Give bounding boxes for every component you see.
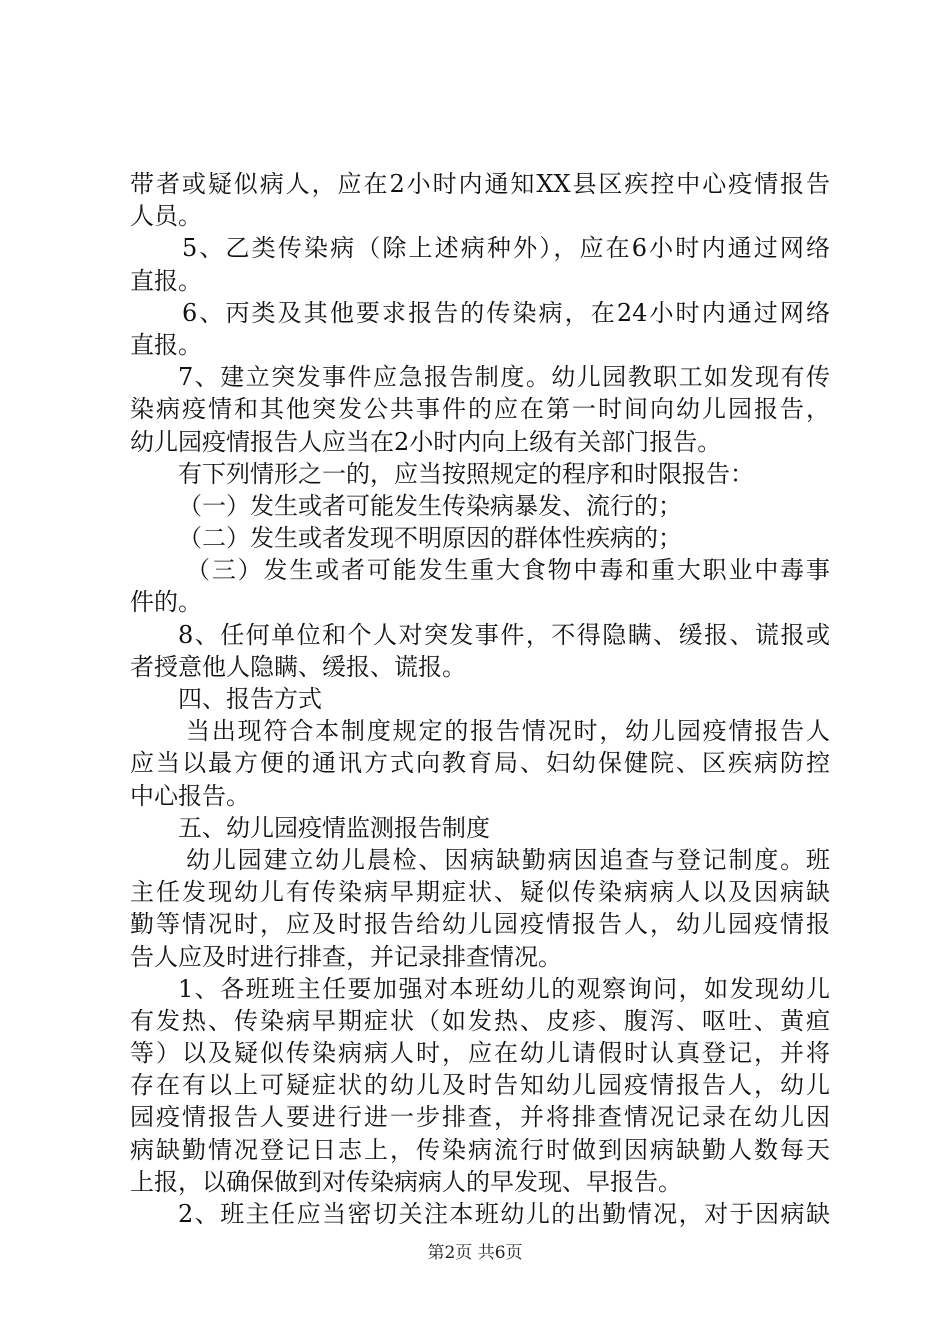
text-line: 1、各班班主任要加强对本班幼儿的观察询问，如发现幼儿 xyxy=(178,974,830,1003)
text-line: 直报。 xyxy=(130,266,202,295)
text-line: 幼儿园疫情报告人应当在2小时内向上级有关部门报告。 xyxy=(130,427,722,456)
text-line: 五、幼儿园疫情监测报告制度 xyxy=(178,813,490,842)
text-line: 等）以及疑似传染病病人时，应在幼儿请假时认真登记，并将 xyxy=(130,1039,830,1068)
text-line: 7、建立突发事件应急报告制度。幼儿园教职工如发现有传 xyxy=(178,363,830,392)
text-line: 人员。 xyxy=(130,202,202,231)
text-line: （二）发生或者发现不明原因的群体性疾病的； xyxy=(178,524,682,553)
text-line: （一）发生或者可能发生传染病暴发、流行的； xyxy=(178,491,682,520)
text-line: 中心报告。 xyxy=(130,781,250,810)
page-number-label: 第2页 共6页 xyxy=(427,1243,523,1263)
text-line: 园疫情报告人要进行进一步排查，并将排查情况记录在幼儿因 xyxy=(130,1103,830,1132)
text-line: 6、丙类及其他要求报告的传染病，在24小时内通过网络 xyxy=(182,298,830,327)
text-line: 有下列情形之一的，应当按照规定的程序和时限报告： xyxy=(178,459,754,488)
text-line: 主任发现幼儿有传染病早期症状、疑似传染病病人以及因病缺 xyxy=(130,878,830,907)
text-line: 有发热、传染病早期症状（如发热、皮疹、腹泻、呕吐、黄疸 xyxy=(130,1006,830,1035)
text-line: 直报。 xyxy=(130,330,202,359)
text-line: 者授意他人隐瞒、缓报、谎报。 xyxy=(130,652,466,681)
text-line: 告人应及时进行排查，并记录排查情况。 xyxy=(130,942,562,971)
text-line: 幼儿园建立幼儿晨检、因病缺勤病因追查与登记制度。班 xyxy=(186,845,830,874)
text-line: （三）发生或者可能发生重大食物中毒和重大职业中毒事 xyxy=(186,556,830,585)
page-footer xyxy=(0,1238,950,1263)
text-line: 四、报告方式 xyxy=(178,685,322,713)
text-line: 病缺勤情况登记日志上，传染病流行时做到因病缺勤人数每天 xyxy=(130,1135,830,1164)
text-line: 勤等情况时，应及时报告给幼儿园疫情报告人，幼儿园疫情报 xyxy=(130,910,830,939)
text-line: 当出现符合本制度规定的报告情况时，幼儿园疫情报告人 xyxy=(186,717,830,746)
text-line: 件的。 xyxy=(130,588,202,617)
text-line: 5、乙类传染病（除上述病种外），应在6小时内通过网络 xyxy=(182,234,830,263)
text-line: 上报，以确保做到对传染病病人的早发现、早报告。 xyxy=(130,1167,682,1196)
text-line: 染病疫情和其他突发公共事件的应在第一时间向幼儿园报告， xyxy=(130,395,830,424)
text-line: 存在有以上可疑症状的幼儿及时告知幼儿园疫情报告人，幼儿 xyxy=(130,1071,830,1100)
text-line: 2、班主任应当密切关注本班幼儿的出勤情况，对于因病缺 xyxy=(178,1200,830,1228)
text-line: 8、任何单位和个人对突发事件，不得隐瞒、缓报、谎报或 xyxy=(178,620,830,649)
document-body xyxy=(130,168,830,1230)
text-line: 带者或疑似病人，应在2小时内通知XX县区疾控中心疫情报告 xyxy=(130,170,830,198)
text-line: 应当以最方便的通讯方式向教育局、妇幼保健院、区疾病防控 xyxy=(130,749,830,778)
